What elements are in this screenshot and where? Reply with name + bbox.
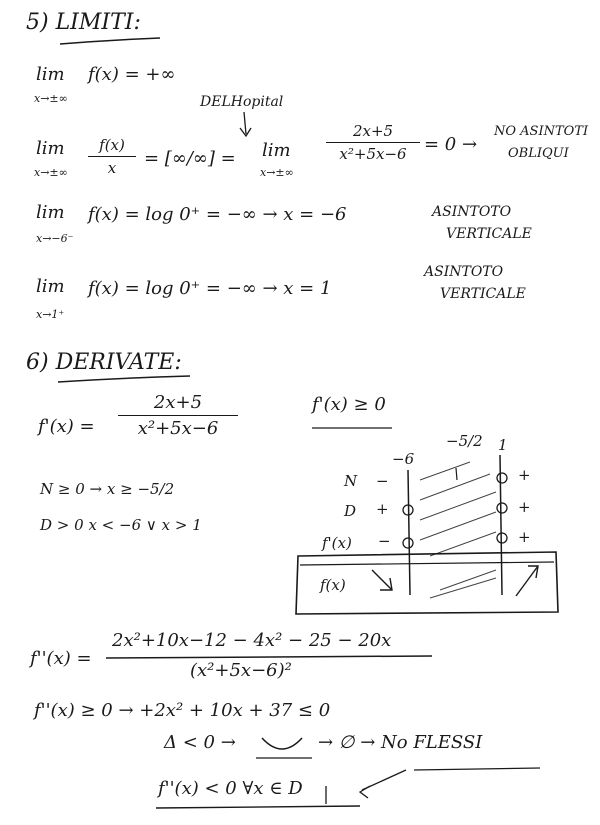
- fsecond-lhs: f''(x) =: [30, 648, 92, 669]
- lim2-sub: x→±∞: [34, 166, 68, 179]
- lim2-note-line1: NO ASINTOTI: [494, 124, 589, 139]
- sign-line-minus6: [408, 470, 410, 595]
- lim1-sub: x→±∞: [34, 92, 68, 105]
- increasing-arrow: [516, 566, 538, 596]
- fsecond-ge-zero: f''(x) ≥ 0 → +2x² + 10x + 37 ≤ 0: [34, 700, 331, 721]
- conclusion-underline: [156, 806, 360, 808]
- lim3-sub: x→−6⁻: [36, 232, 74, 245]
- lim4-expr: f(x) = log 0⁺ = −∞ → x = 1: [88, 278, 332, 299]
- parabola-sketch: [262, 738, 302, 749]
- sign-col-one: 1: [498, 436, 508, 454]
- sign-row-n-label: N: [344, 472, 358, 490]
- fsecond-den: (x²+5x−6)²: [190, 660, 292, 681]
- sign-col-minus6: −6: [392, 450, 415, 468]
- fprime-lhs: f'(x) =: [38, 416, 95, 437]
- lim2-frac2-num: 2x+5: [352, 122, 394, 140]
- lim2-frac-num: f(x): [99, 136, 125, 154]
- zero-marker: [497, 533, 507, 543]
- lim2-frac2-den: x²+5x−6: [339, 145, 407, 163]
- sign-row-fprime-left: −: [378, 532, 391, 550]
- hatched-region: [420, 462, 496, 598]
- lim2-fraction-b: [326, 122, 420, 163]
- lim2-lim: lim: [36, 138, 65, 159]
- lim2-frac-den: x: [107, 159, 117, 177]
- heading-underline-5: [60, 38, 160, 44]
- lim3-note-line2: VERTICALE: [446, 226, 532, 242]
- concavity-conclusion: f''(x) < 0 ∀x ∈ D: [158, 778, 303, 799]
- fsecond-num: 2x²+10x−12 − 4x² − 25 − 20x: [112, 630, 392, 651]
- lim3-lim: lim: [36, 202, 65, 223]
- d-condition: D > 0 x < −6 ∨ x > 1: [40, 516, 202, 534]
- delhopital-label: DELHopital: [200, 94, 284, 110]
- lim2-bracket: = [∞/∞] =: [144, 148, 236, 169]
- lim2-result: = 0 →: [424, 134, 478, 155]
- lim2-sub-b: x→±∞: [260, 166, 294, 179]
- section-5-heading: 5) LIMITI:: [26, 10, 141, 35]
- fprime-num: 2x+5: [153, 392, 203, 413]
- lim3-note-line1: ASINTOTO: [432, 204, 512, 220]
- lim4-lim: lim: [36, 276, 65, 297]
- lim2-lim-b: lim: [262, 140, 291, 161]
- sign-row-fprime-label: f'(x): [322, 534, 352, 552]
- lim2-note-line2: OBLIQUI: [508, 146, 569, 161]
- no-inflection: → ∅ → No FLESSI: [318, 732, 483, 753]
- decreasing-arrow: [372, 570, 392, 590]
- sign-row-f-label: f(x): [320, 576, 346, 594]
- delta-line: Δ < 0 →: [164, 732, 236, 753]
- lim4-note-line2: VERTICALE: [440, 286, 526, 302]
- n-condition: N ≥ 0 → x ≥ −5/2: [40, 480, 175, 498]
- lim4-note-line1: ASINTOTO: [424, 264, 504, 280]
- section-6-heading: 6) DERIVATE:: [26, 350, 182, 375]
- sign-row-n-left: −: [376, 472, 389, 490]
- sign-row-d-right: +: [518, 498, 531, 516]
- sign-col-minus5half: −5/2: [446, 432, 483, 450]
- zero-marker: [497, 473, 507, 483]
- sign-row-fprime-right: +: [518, 528, 531, 546]
- lim1-lim: lim: [36, 64, 65, 85]
- lim4-sub: x→1⁺: [36, 308, 65, 321]
- fprime-fraction: [118, 392, 238, 439]
- heading-underline-6: [58, 376, 190, 382]
- zero-marker: [497, 503, 507, 513]
- delhopital-arrow: [244, 112, 246, 134]
- lim3-expr: f(x) = log 0⁺ = −∞ → x = −6: [88, 204, 347, 225]
- sign-row-d-label: D: [344, 502, 357, 520]
- sign-row-n-right: +: [518, 466, 531, 484]
- sign-row-d-left: +: [376, 500, 389, 518]
- zero-marker: [403, 538, 413, 548]
- lim1-expr: f(x) = +∞: [88, 64, 176, 85]
- lim2-fraction: [88, 136, 136, 177]
- fprime-ge-zero: f'(x) ≥ 0: [312, 394, 386, 415]
- sign-line-one: [500, 455, 502, 595]
- fsecond-fraction-bar: [106, 656, 432, 658]
- fprime-den: x²+5x−6: [137, 418, 219, 439]
